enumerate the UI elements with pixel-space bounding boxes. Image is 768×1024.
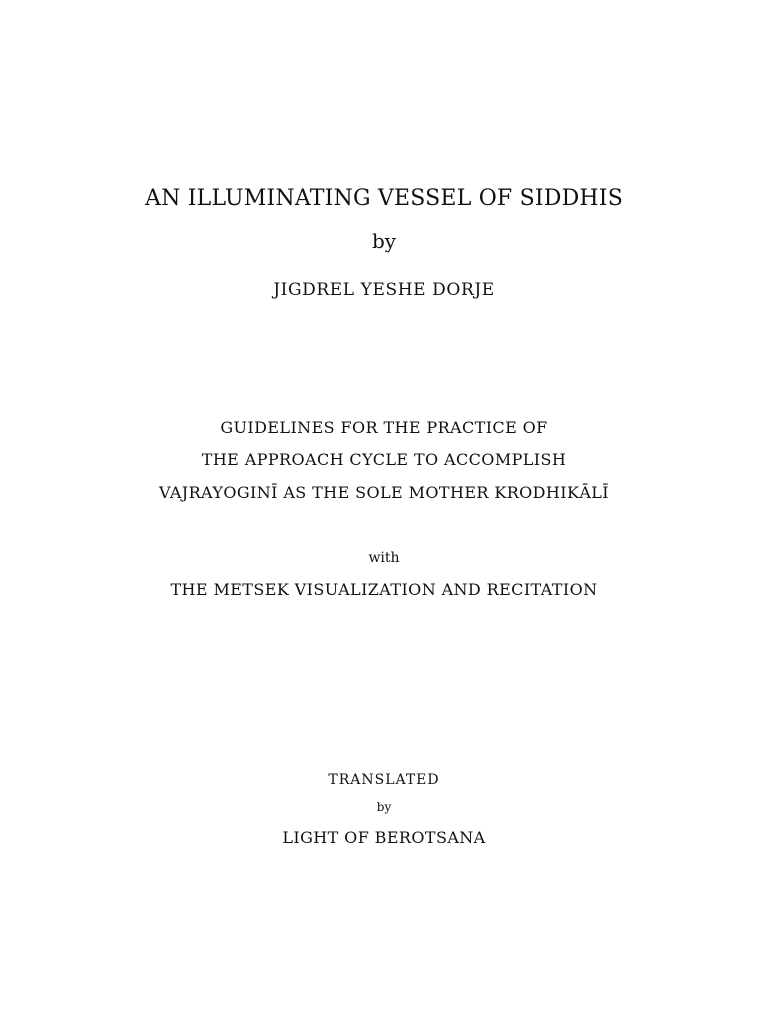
- author-name: JIGDREL YESHE DORJE: [273, 280, 495, 300]
- with-label: with: [368, 550, 400, 566]
- book-title: AN ILLUMINATING VESSEL OF SIDDHIS: [145, 186, 623, 211]
- translator-name: LIGHT OF BEROTSANA: [282, 828, 486, 847]
- by-label: by: [371, 229, 397, 253]
- subtitle-line-3: VAJRAYOGINĪ AS THE SOLE MOTHER KRODHIKĀLĪ: [158, 483, 610, 502]
- supplement-title: THE METSEK VISUALIZATION AND RECITATION: [170, 580, 598, 599]
- subtitle-line-1: GUIDELINES FOR THE PRACTICE OF: [220, 418, 548, 437]
- translated-label: TRANSLATED: [328, 772, 440, 788]
- subtitle-line-2: THE APPROACH CYCLE TO ACCOMPLISH: [201, 450, 567, 469]
- translator-by-label: by: [376, 800, 392, 814]
